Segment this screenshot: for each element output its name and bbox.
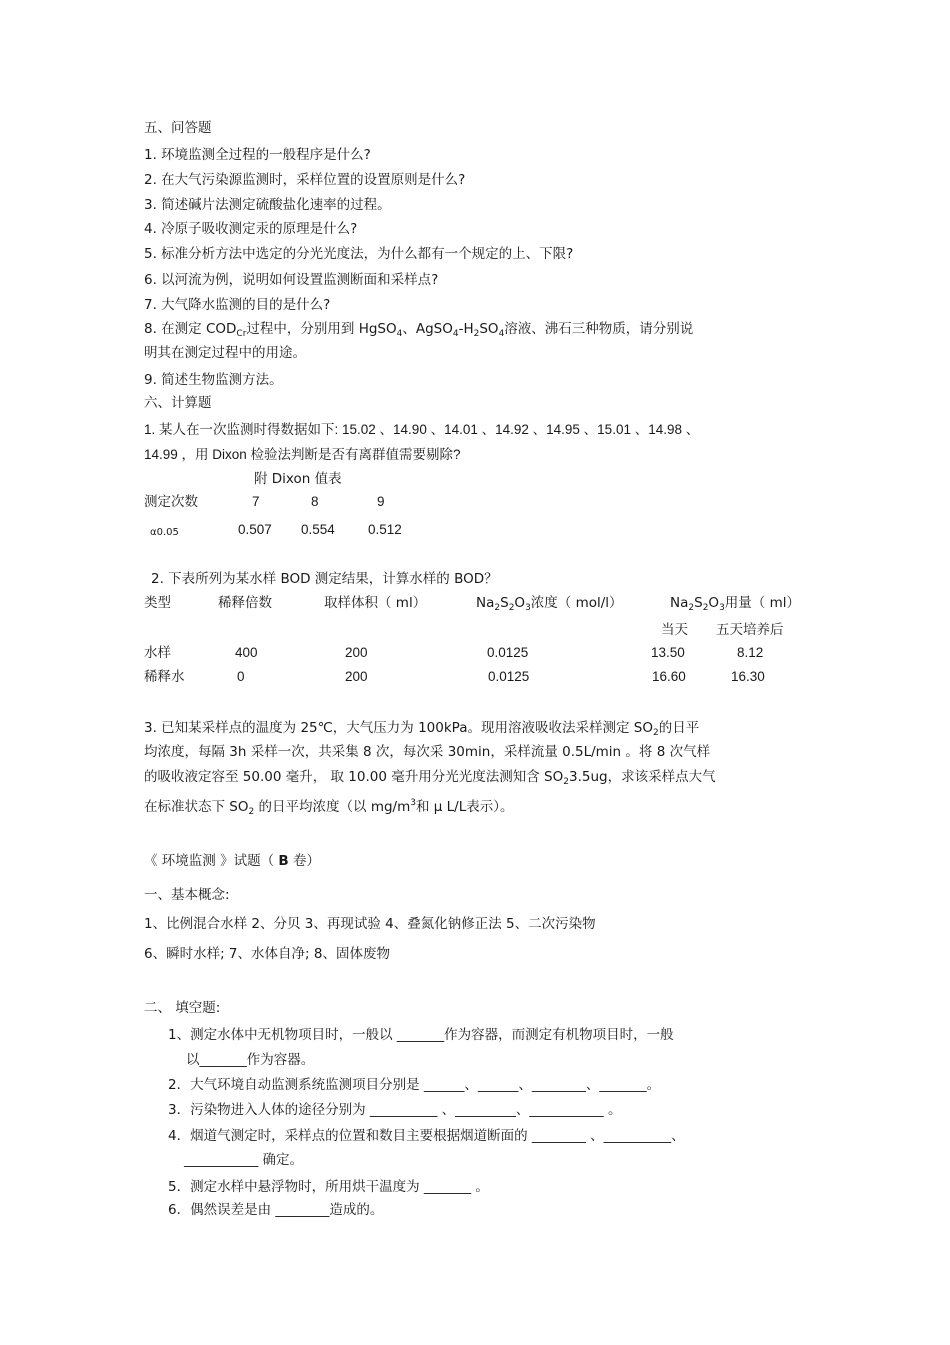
dixon-alpha-7: 0.507: [238, 522, 272, 537]
bod-row-1-volume: 200: [345, 645, 368, 660]
dixon-table-title: 附 Dixon 值表: [254, 471, 342, 487]
fill-2: 2．大气环境自动监测系统监测项目分别是 ______、______、________、_______。: [168, 1077, 661, 1093]
question-5: 5. 标准分析方法中选定的分光光度法，为什么都有一个规定的上、下限?: [144, 246, 574, 262]
question-3: 3. 简述碱片法测定硫酸盐化速率的过程。: [144, 197, 391, 213]
fill-3: 3．污染物进入人体的途径分别为 __________ 、_________、___________ 。: [168, 1102, 622, 1118]
dixon-alpha-label: α0.05: [150, 527, 179, 538]
bod-row-1-conc: 0.0125: [487, 645, 529, 660]
basic-concepts-line-2: 6、瞬时水样; 7、水体自净; 8、固体废物: [144, 946, 390, 962]
bod-row-1-day5: 8.12: [737, 645, 764, 660]
dixon-n-7: 7: [252, 494, 260, 509]
fill-1-line-2: 以_______作为容器。: [186, 1052, 315, 1068]
bod-header-type: 类型: [144, 595, 171, 611]
question-4: 4. 冷原子吸收测定汞的原理是什么?: [144, 221, 358, 237]
fill-1-line-1: 1、测定水体中无机物项目时，一般以 _______作为容器，而测定有机物项目时，一般: [168, 1027, 674, 1043]
calc-1-line-1: 1. 某人在一次监测时得数据如下: 15.02 、14.90 、14.01 、14.92 、14.95 、15.01 、14.98 、: [144, 422, 700, 437]
question-8-continued: 明其在测定过程中的用途。: [144, 345, 306, 361]
question-6: 6. 以河流为例，说明如何设置监测断面和采样点?: [144, 272, 439, 288]
exam-b-title: 《 环境监测 》试题（ B 卷）: [144, 853, 320, 869]
section-5-heading: 五、问答题: [144, 120, 212, 136]
bod-row-1-day0: 13.50: [651, 645, 685, 660]
calc-3-line-1: 3. 已知某采样点的温度为 25℃，大气压力为 100kPa。现用溶液吸收法采样测定 $SO_2$的日平: [144, 720, 700, 738]
dixon-alpha-9: 0.512: [368, 522, 402, 537]
bod-header-dilution: 稀释倍数: [218, 595, 272, 611]
bod-row-2-type: 稀释水: [144, 669, 185, 685]
question-1: 1. 环境监测全过程的一般程序是什么?: [144, 147, 371, 163]
bod-row-1-dilution: 400: [235, 645, 258, 660]
bod-row-2-day5: 16.30: [731, 669, 765, 684]
dixon-alpha-8: 0.554: [301, 522, 335, 537]
question-9: 9. 简述生物监测方法。: [144, 372, 283, 388]
bod-header-usage: $Na_2S_2O_3$用量（ ml）: [670, 595, 800, 613]
bod-row-2-conc: 0.0125: [488, 669, 530, 684]
bod-header-day0: 当天: [661, 622, 688, 638]
dixon-row-label: 测定次数: [144, 494, 198, 510]
bod-header-day5: 五天培养后: [716, 622, 784, 638]
calc-3-line-3: 的吸收液定容至 50.00 毫升， 取 10.00 毫升用分光光度法测知含 $SO_23.5ug$，求该采样点大气: [144, 769, 716, 787]
question-8: 8. 在测定 $COD_{Cr}$过程中，分别用到 HgSO$_4$、$AgSO_4-H_2SO_4$溶液、沸石三种物质，请分别说: [144, 321, 694, 339]
calc-3-line-2: 均浓度，每隔 3h 采样一次，共采集 8 次，每次采 30min，采样流量 0.5L/min 。将 8 次气样: [144, 744, 711, 760]
dixon-n-9: 9: [377, 494, 385, 509]
calc-3-line-4: 在标准状态下 $SO_2$ 的日平均浓度（以 $mg/m^3$和 μ L/L表示）。: [144, 798, 514, 817]
calc-1-line-2: 14.99 ，用 Dixon 检验法判断是否有离群值需要剔除?: [144, 447, 461, 462]
bod-row-2-volume: 200: [345, 669, 368, 684]
bod-header-conc: $Na_2S_2O_3$浓度（ mol/l）: [476, 595, 623, 613]
calc-2-line: 2. 下表所列为某水样 BOD 测定结果，计算水样的 BOD？: [151, 571, 498, 587]
fill-6: 6．偶然误差是由 ________造成的。: [168, 1202, 384, 1218]
bod-row-2-day0: 16.60: [652, 669, 686, 684]
question-7: 7. 大气降水监测的目的是什么?: [144, 297, 331, 313]
basic-concepts-line-1: 1、比例混合水样 2、分贝 3、再现试验 4、叠氮化钠修正法 5、二次污染物: [144, 916, 596, 932]
basic-concepts-heading: 一、基本概念:: [144, 887, 230, 903]
dixon-n-8: 8: [311, 494, 319, 509]
fill-blank-heading: 二、 填空题:: [144, 1000, 221, 1016]
bod-row-1-type: 水样: [144, 645, 171, 661]
bod-header-volume: 取样体积（ ml）: [324, 595, 427, 611]
bod-row-2-dilution: 0: [237, 669, 245, 684]
fill-4-line-1: 4．烟道气测定时，采样点的位置和数目主要根据烟道断面的 ________ 、__________、: [168, 1128, 685, 1144]
section-6-heading: 六、计算题: [144, 395, 212, 411]
fill-5: 5．测定水样中悬浮物时，所用烘干温度为 _______ 。: [168, 1179, 489, 1195]
fill-4-line-2: ___________ 确定。: [184, 1152, 304, 1168]
question-2: 2. 在大气污染源监测时，采样位置的设置原则是什么?: [144, 172, 466, 188]
